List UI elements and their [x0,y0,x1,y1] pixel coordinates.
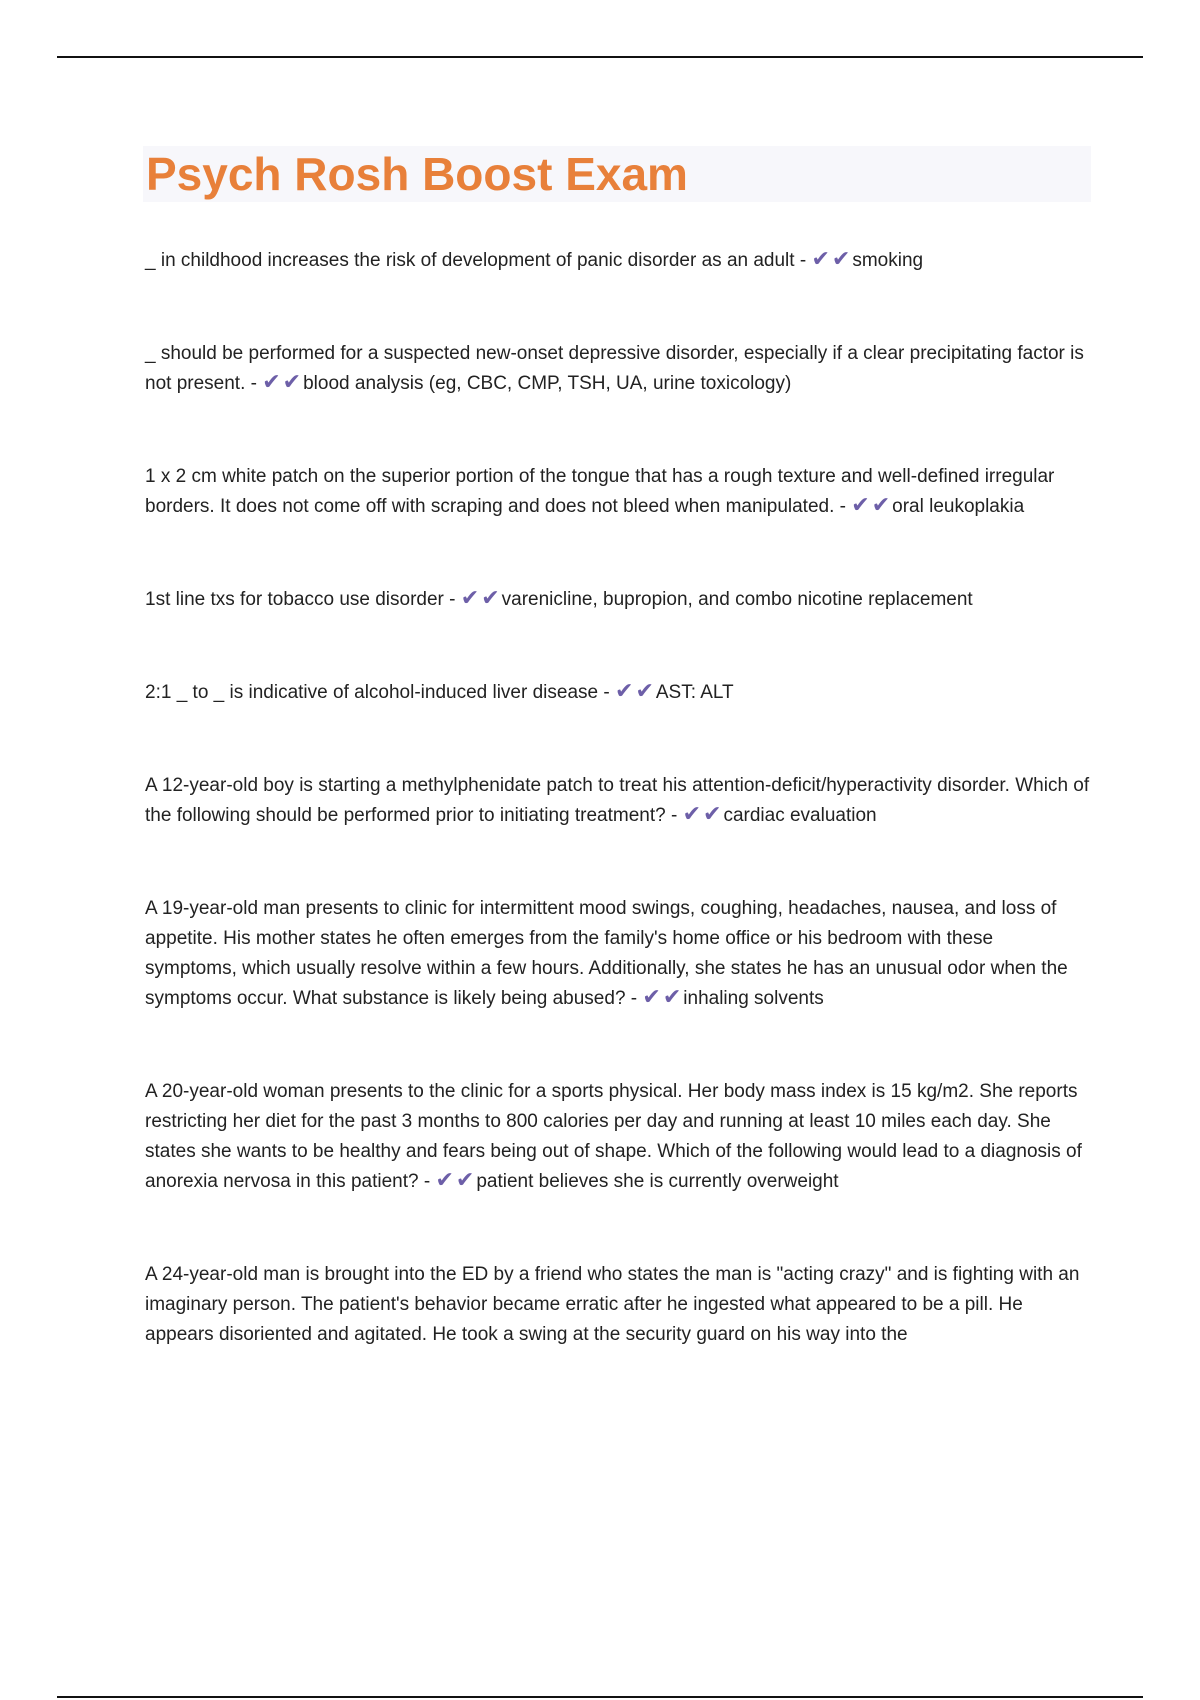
question-text: 2:1 _ to _ is indicative of alcohol-induced liver disease [145,682,599,703]
answer-text: oral leukoplakia [892,496,1025,517]
page-title: Psych Rosh Boost Exam [146,148,688,200]
qa-item-1: _ in childhood increases the risk of development of panic disorder as an adult - ✔✔ smoking [145,246,924,271]
qa-item-2: _ should be performed for a suspected new-onset depressive disorder, especially if a clear precipitating factor is not present. - ✔✔ blood analysis (eg, CBC, CMP, TSH, UA, urine toxicology) [145,343,1084,394]
question-text: _ should be performed for a suspected new-onset depressive disorder, especially if a clear precipitating factor is not present. [145,343,1084,394]
question-text: A 12-year-old boy is starting a methylphenidate patch to treat his attention-deficit/hyperactivity disorder. Which of the following should be performed prior to initiating treatment? [145,775,1090,826]
question-text: 1st line txs for tobacco use disorder [145,589,444,610]
answer-text: smoking [852,250,924,271]
check-icon: ✔ [615,678,634,703]
check-icon: ✔ [460,585,480,610]
question-text: A 19-year-old man presents to clinic for intermittent mood swings, coughing, headaches, nausea, and loss of appetite. His mother states he often emerges from the family's home office or his bedroom with these symptoms, which usually resolve within a few hours. Additionally, she states he has an unusual odor when the symptoms occur. What substance is likely being abused? [145,898,1068,1009]
qa-item-4: 1st line txs for tobacco use disorder - ✔✔ varenicline, bupropion, and combo nicotine replacement [145,585,973,610]
check-icon: ✔ [811,246,830,271]
top-rule [57,56,1143,58]
check-icon: ✔ [481,585,500,610]
question-text: A 24-year-old man is brought into the ED by a friend who states the man is "acting crazy" and is fighting with an imaginary person. The patient's behavior became erratic after he ingested what appeared to be a pill. He appears disoriented and agitated. He took a swing at the security guard on his way into the [145,1264,1080,1345]
qa-item-7: A 19-year-old man presents to clinic for intermittent mood swings, coughing, headaches, nausea, and loss of appetite. His mother states he often emerges from the family's home office or his bedroom with these symptoms, which usually resolve within a few hours. Additionally, she states he has an unusual odor when the symptoms occur. What substance is likely being abused? - ✔✔ inhaling solvents [145,898,1068,1009]
answer-text: blood analysis (eg, CBC, CMP, TSH, UA, urine toxicology) [303,373,792,394]
check-icon: ✔ [682,801,702,826]
question-text: A 20-year-old woman presents to the clinic for a sports physical. Her body mass index is 15 kg/m2. She reports restricting her diet for the past 3 months to 800 calories per day and running at least 10 miles each day. She states she wants to be healthy and fears being out of shape. Which of the following would lead to a diagnosis of anorexia nervosa in this patient? [145,1081,1082,1192]
bottom-rule [57,1696,1143,1698]
qa-item-3: 1 x 2 cm white patch on the superior portion of the tongue that has a rough texture and well-defined irregular borders. It does not come off with scraping and does not bleed when manipulated. - ✔✔ oral leukoplakia [145,466,1055,517]
check-icon: ✔ [262,369,281,394]
question-text: 1 x 2 cm white patch on the superior portion of the tongue that has a rough texture and well-defined irregular borders. It does not come off with scraping and does not bleed when manipulated. [145,466,1055,517]
check-icon: ✔ [703,801,722,826]
check-icon: ✔ [642,984,661,1009]
qa-item-5: 2:1 _ to _ is indicative of alcohol-induced liver disease - ✔✔ AST: ALT [145,678,734,703]
answer-text: inhaling solvents [683,988,824,1009]
check-icon: ✔ [662,984,682,1009]
check-icon: ✔ [851,492,870,517]
answer-text: cardiac evaluation [723,805,877,826]
check-icon: ✔ [455,1167,475,1192]
check-icon: ✔ [282,369,302,394]
qa-item-8: A 20-year-old woman presents to the clinic for a sports physical. Her body mass index is 15 kg/m2. She reports restricting her diet for the past 3 months to 800 calories per day and running at least 10 miles each day. She states she wants to be healthy and fears being out of shape. Which of the following would lead to a diagnosis of anorexia nervosa in this patient? - ✔✔ patient believes she is currently overweight [145,1081,1082,1192]
answer-text: varenicline, bupropion, and combo nicotine replacement [501,589,973,610]
check-icon: ✔ [871,492,891,517]
answer-text: patient believes she is currently overweight [476,1171,839,1192]
qa-item-6: A 12-year-old boy is starting a methylphenidate patch to treat his attention-deficit/hyperactivity disorder. Which of the following should be performed prior to initiating treatment? - ✔✔ cardiac evaluation [145,775,1090,826]
check-icon: ✔ [435,1167,454,1192]
qa-item-9 [145,1260,1090,1350]
answer-text: AST: ALT [655,682,734,703]
check-icon: ✔ [831,246,851,271]
check-icon: ✔ [635,678,654,703]
question-text: _ in childhood increases the risk of development of panic disorder as an adult [145,250,795,271]
qa-list [145,246,1090,1350]
